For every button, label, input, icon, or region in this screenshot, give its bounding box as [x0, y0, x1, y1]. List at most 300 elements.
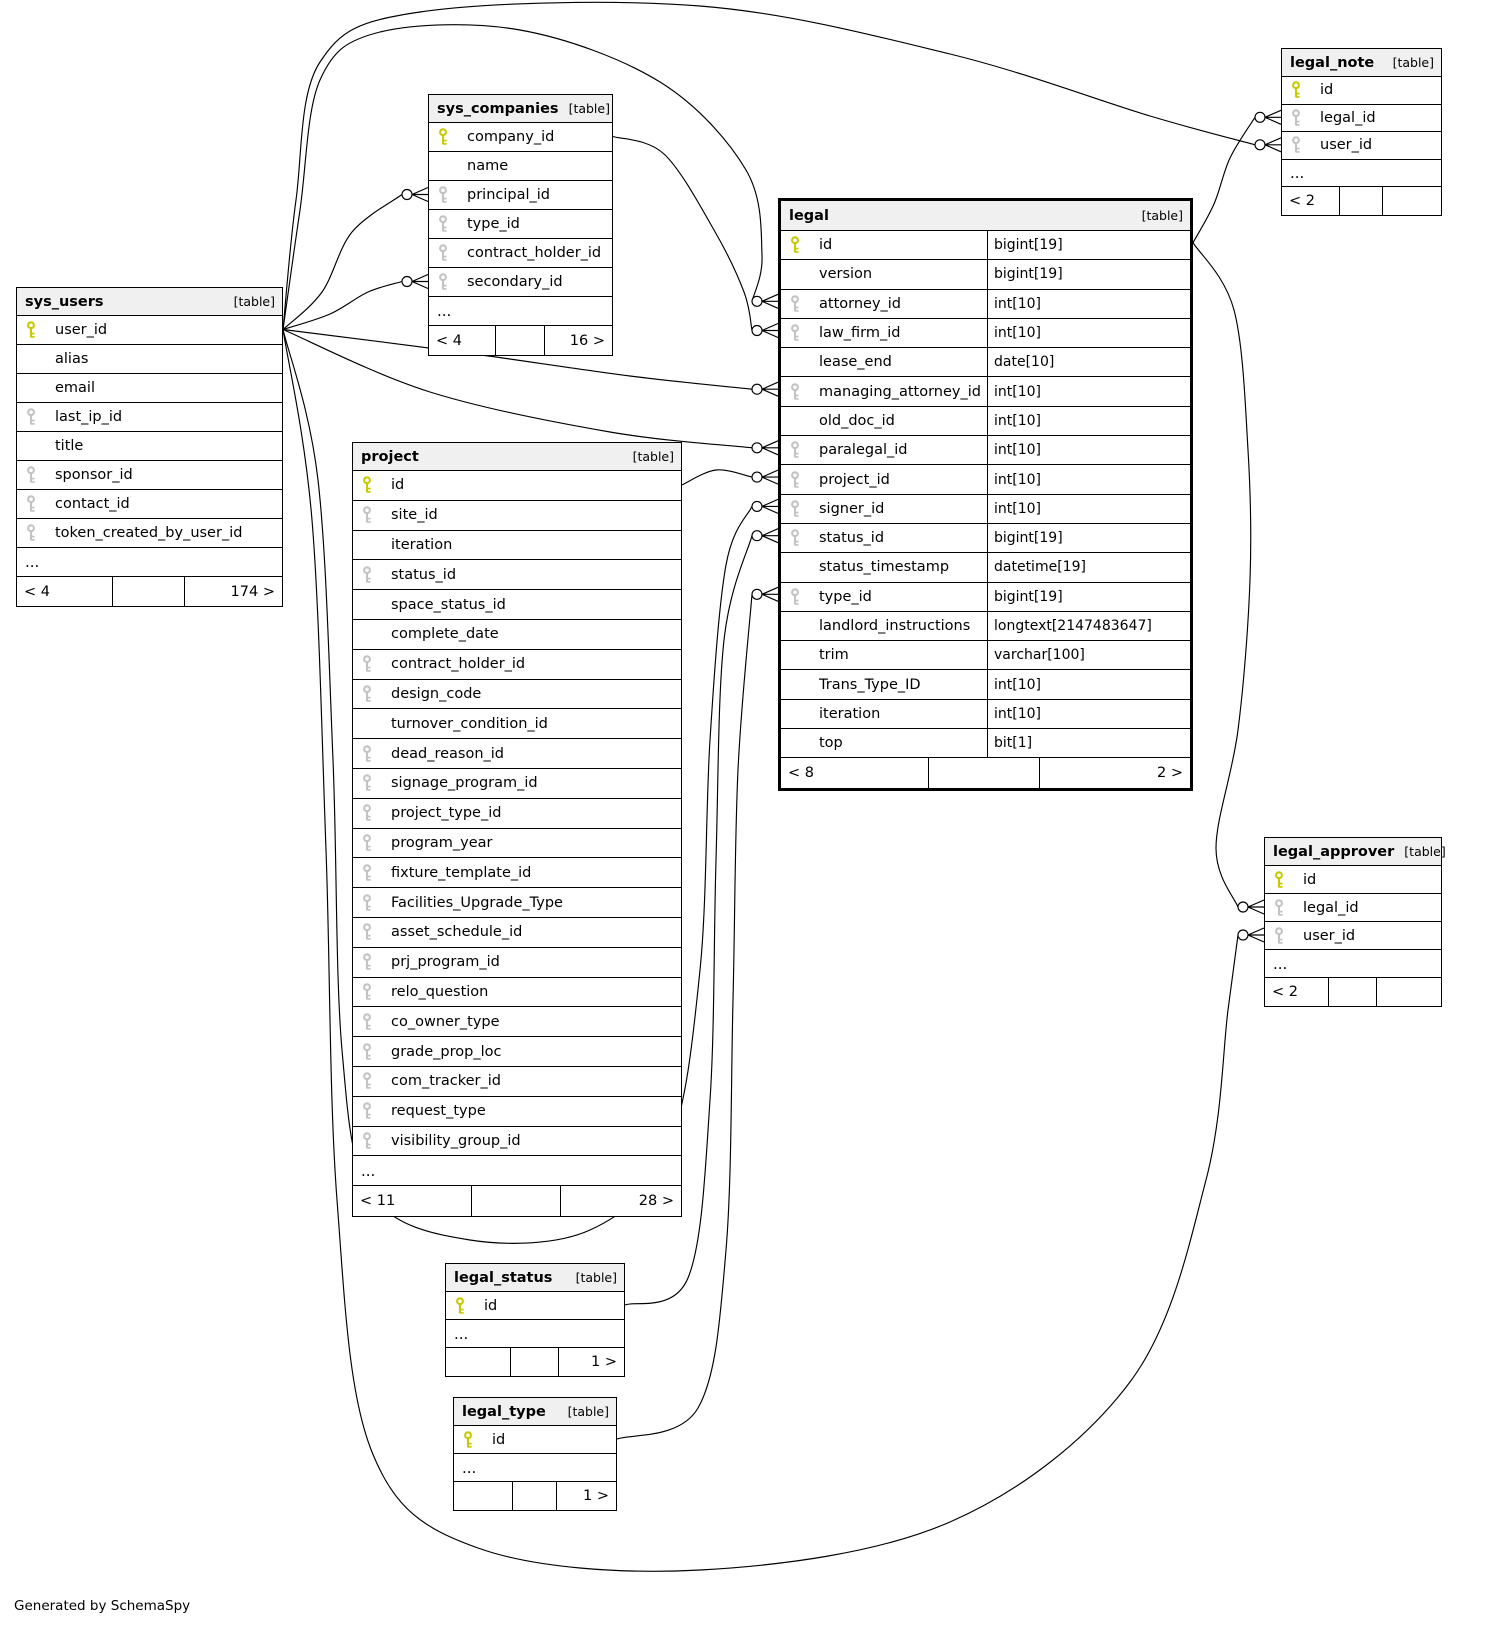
key-icon-box [353, 745, 391, 763]
foreign-key-icon [25, 524, 37, 542]
table-node-legal_approver[interactable] [1264, 837, 1446, 1007]
column-name: prj_program_id [391, 954, 500, 971]
column-type: int[10] [994, 383, 1041, 400]
column-name: version [819, 266, 873, 283]
column-row-co_owner_type [353, 1007, 681, 1037]
key-icon-box [1265, 899, 1303, 917]
column-name: design_code [391, 685, 482, 702]
footer-children-count: 2 > [1039, 758, 1190, 787]
table-tag: [table] [1392, 55, 1434, 70]
column-type: varchar[100] [994, 647, 1085, 664]
foreign-key-icon [437, 186, 449, 204]
key-icon-box [353, 1102, 391, 1120]
crowfoot-connector [1238, 900, 1264, 914]
ellipsis-label: ... [25, 553, 40, 571]
column-type: int[10] [994, 676, 1041, 693]
column-name: top [819, 735, 843, 752]
column-type-cell [987, 436, 1203, 464]
table-title: legal [789, 207, 829, 224]
foreign-key-icon [1273, 927, 1285, 945]
foreign-key-icon [361, 1013, 373, 1031]
foreign-key-icon [361, 1043, 373, 1061]
column-row-last_ip_id [17, 403, 282, 432]
ellipsis-label: ... [462, 1458, 477, 1477]
table-header [454, 1398, 616, 1426]
column-name: legal_id [1320, 109, 1376, 126]
column-row-name [429, 152, 612, 181]
column-type-cell [987, 612, 1203, 640]
primary-key-icon [454, 1297, 466, 1315]
table-title: sys_users [25, 293, 104, 310]
column-row-space_status_id [353, 590, 681, 620]
column-type-cell [987, 495, 1203, 523]
column-row-request_type [353, 1097, 681, 1127]
column-row-prj_program_id [353, 948, 681, 978]
column-type: date[10] [994, 354, 1055, 371]
key-icon-box [353, 894, 391, 912]
table-footer [454, 1482, 616, 1510]
table-header [429, 95, 612, 123]
column-type: datetime[19] [994, 559, 1086, 576]
key-icon-box [429, 244, 467, 262]
column-type-cell [987, 465, 1203, 493]
key-icon-box [17, 524, 55, 542]
column-name: principal_id [467, 187, 550, 203]
column-name: signage_program_id [391, 775, 538, 792]
column-row-Trans_Type_ID [781, 670, 1190, 699]
key-icon-box [429, 273, 467, 291]
foreign-key-icon [789, 324, 801, 342]
foreign-key-icon [789, 383, 801, 401]
table-header [446, 1264, 624, 1292]
column-name: secondary_id [467, 274, 563, 290]
ellipsis-label: ... [1273, 954, 1288, 973]
table-footer [1282, 187, 1441, 215]
column-row-legal_id [1282, 105, 1441, 133]
table-tag: [table] [568, 101, 610, 116]
key-icon-box [429, 128, 467, 146]
ellipsis-row [353, 1156, 681, 1186]
ellipsis-row [446, 1320, 624, 1348]
key-icon-box [353, 566, 391, 584]
crowfoot-connector [752, 441, 778, 455]
column-name: id [819, 237, 833, 254]
column-type: int[10] [994, 500, 1041, 517]
column-name: com_tracker_id [391, 1073, 501, 1090]
column-type-cell [987, 407, 1203, 435]
column-name: user_id [55, 322, 108, 338]
footer-spacer [112, 577, 184, 606]
column-row-top [781, 729, 1190, 758]
footer-children-count: 28 > [560, 1186, 681, 1216]
foreign-key-icon [361, 1132, 373, 1150]
column-row-type_id [429, 210, 612, 239]
key-icon-box [353, 655, 391, 673]
key-icon-box [1282, 136, 1320, 154]
table-tag: [table] [567, 1404, 609, 1419]
column-type-cell [987, 553, 1203, 581]
footer-spacer [510, 1348, 558, 1376]
column-name: contact_id [55, 496, 130, 512]
column-name: co_owner_type [391, 1013, 500, 1030]
key-icon-box [353, 923, 391, 941]
column-type-cell [987, 260, 1203, 288]
column-row-law_firm_id [781, 319, 1190, 348]
foreign-key-icon [1290, 136, 1302, 154]
column-type: longtext[2147483647] [994, 618, 1152, 634]
column-name: type_id [467, 216, 520, 232]
foreign-key-icon [361, 506, 373, 524]
column-row-status_id [781, 524, 1190, 553]
column-name: status_id [391, 566, 457, 583]
footer-spacer [1339, 187, 1382, 215]
foreign-key-icon [361, 834, 373, 852]
column-type: bigint[19] [994, 530, 1063, 547]
foreign-key-icon [361, 655, 373, 673]
key-icon-box [1282, 81, 1320, 99]
ellipsis-label: ... [454, 1324, 469, 1343]
foreign-key-icon [1290, 109, 1302, 127]
table-footer [353, 1186, 681, 1216]
column-name: company_id [467, 129, 555, 145]
column-name: last_ip_id [55, 409, 123, 425]
table-header [17, 288, 282, 316]
relationship-line [682, 470, 752, 485]
column-row-dead_reason_id [353, 739, 681, 769]
footer-spacer [471, 1186, 560, 1216]
generator-caption: Generated by SchemaSpy [14, 1598, 191, 1614]
column-row-signage_program_id [353, 769, 681, 799]
foreign-key-icon [1273, 899, 1285, 917]
table-node-sys_users[interactable] [16, 287, 283, 607]
key-icon-box [781, 324, 819, 342]
column-name: title [55, 438, 84, 454]
primary-key-icon [361, 476, 373, 494]
table-node-sys_companies[interactable] [428, 94, 613, 356]
relationship-line [283, 282, 402, 330]
foreign-key-icon [25, 495, 37, 513]
ellipsis-row [1282, 160, 1441, 188]
key-icon-box [781, 236, 819, 254]
footer-children-count: 174 > [184, 577, 282, 606]
column-name: space_status_id [391, 596, 506, 613]
column-row-asset_schedule_id [353, 918, 681, 948]
foreign-key-icon [789, 588, 801, 606]
column-row-email [17, 374, 282, 403]
column-name: alias [55, 351, 89, 367]
column-type-cell [987, 319, 1203, 347]
table-tag: [table] [632, 449, 674, 464]
column-row-iteration [353, 531, 681, 561]
column-name: id [492, 1431, 506, 1448]
column-row-lease_end [781, 348, 1190, 377]
crowfoot-connector [752, 587, 778, 601]
key-icon-box [446, 1297, 484, 1315]
column-row-site_id [353, 501, 681, 531]
foreign-key-icon [361, 804, 373, 822]
footer-children-count [1376, 978, 1441, 1006]
ellipsis-row [454, 1454, 616, 1482]
foreign-key-icon [789, 471, 801, 489]
column-name: paralegal_id [819, 442, 908, 459]
column-name: turnover_condition_id [391, 715, 548, 732]
crowfoot-connector [402, 188, 428, 202]
table-footer [1265, 978, 1441, 1006]
column-row-contract_holder_id [429, 239, 612, 268]
foreign-key-icon [361, 864, 373, 882]
column-row-id [1282, 77, 1441, 105]
primary-key-icon [437, 128, 449, 146]
footer-parents-count: < 2 [1289, 192, 1315, 209]
column-type-cell [987, 700, 1203, 728]
key-icon-box [781, 529, 819, 547]
column-type: bigint[19] [994, 237, 1063, 254]
foreign-key-icon [25, 408, 37, 426]
column-row-id [1265, 866, 1441, 894]
key-icon-box [353, 1132, 391, 1150]
column-row-project_id [781, 465, 1190, 494]
column-name: status_timestamp [819, 559, 950, 576]
column-name: program_year [391, 834, 493, 851]
key-icon-box [781, 441, 819, 459]
column-name: sponsor_id [55, 467, 133, 483]
key-icon-box [454, 1431, 492, 1449]
column-row-visibility_group_id [353, 1127, 681, 1157]
ellipsis-label: ... [1290, 163, 1305, 182]
column-name: relo_question [391, 983, 489, 1000]
primary-key-icon [25, 321, 37, 339]
crowfoot-connector [1255, 138, 1281, 152]
column-type-cell [987, 583, 1203, 611]
ellipsis-label: ... [361, 1161, 376, 1180]
column-name: Trans_Type_ID [819, 676, 921, 693]
column-name: request_type [391, 1103, 486, 1120]
column-name: token_created_by_user_id [55, 525, 243, 541]
column-name: trim [819, 647, 849, 664]
footer-parents-count [446, 1348, 510, 1376]
footer-parents-count: < 11 [360, 1193, 396, 1210]
table-header [781, 201, 1190, 231]
column-name: project_type_id [391, 805, 502, 822]
key-icon-box [781, 383, 819, 401]
crowfoot-connector [402, 275, 428, 289]
column-name: id [1303, 871, 1317, 888]
foreign-key-icon [361, 685, 373, 703]
column-row-principal_id [429, 181, 612, 210]
column-name: id [484, 1297, 498, 1314]
footer-spacer [1328, 978, 1376, 1006]
foreign-key-icon [437, 244, 449, 262]
column-type-cell [987, 670, 1203, 698]
column-name: dead_reason_id [391, 745, 505, 762]
column-row-relo_question [353, 978, 681, 1008]
footer-children-count: 1 > [556, 1482, 616, 1510]
column-row-token_created_by_user_id [17, 519, 282, 548]
crowfoot-connector [752, 499, 778, 513]
crowfoot-connector [752, 382, 778, 396]
ellipsis-row [429, 297, 612, 326]
key-icon-box [353, 804, 391, 822]
table-header [353, 443, 681, 471]
footer-children-count: 16 > [544, 326, 612, 355]
column-row-user_id [17, 316, 282, 345]
column-row-secondary_id [429, 268, 612, 297]
table-title: project [361, 448, 419, 465]
column-row-contract_holder_id [353, 650, 681, 680]
table-node-legal_note[interactable] [1281, 48, 1442, 216]
column-name: project_id [819, 471, 890, 488]
table-tag: [table] [1404, 844, 1446, 859]
table-node-legal_status[interactable] [445, 1263, 625, 1377]
table-footer [781, 758, 1190, 787]
foreign-key-icon [789, 529, 801, 547]
footer-spacer [512, 1482, 556, 1510]
column-row-old_doc_id [781, 407, 1190, 436]
column-name: signer_id [819, 500, 885, 517]
footer-parents-count: < 2 [1272, 984, 1298, 1000]
key-icon-box [781, 588, 819, 606]
key-icon-box [353, 506, 391, 524]
column-name: site_id [391, 507, 438, 524]
crowfoot-connector [1238, 928, 1264, 942]
crowfoot-connector [752, 324, 778, 338]
column-row-sponsor_id [17, 461, 282, 490]
column-name: legal_id [1303, 899, 1359, 916]
table-node-project[interactable] [352, 442, 682, 1217]
key-icon-box [353, 834, 391, 852]
column-row-managing_attorney_id [781, 377, 1190, 406]
column-row-company_id [429, 123, 612, 152]
column-type-cell [987, 231, 1203, 259]
ellipsis-row [17, 548, 282, 577]
column-name: contract_holder_id [391, 656, 526, 673]
column-row-alias [17, 345, 282, 374]
column-type-cell [987, 348, 1203, 376]
table-node-legal[interactable] [778, 198, 1193, 791]
column-name: user_id [1303, 927, 1356, 944]
key-icon-box [1282, 109, 1320, 127]
foreign-key-icon [437, 215, 449, 233]
column-type-cell [987, 377, 1203, 405]
table-title: legal_type [462, 1403, 546, 1420]
footer-parents-count: < 4 [436, 332, 462, 349]
column-row-id [446, 1292, 624, 1320]
column-name: visibility_group_id [391, 1132, 521, 1149]
ellipsis-row [1265, 950, 1441, 978]
column-row-trim [781, 641, 1190, 670]
foreign-key-icon [789, 441, 801, 459]
column-type: int[10] [994, 295, 1041, 312]
column-type: int[10] [994, 412, 1041, 429]
column-name: lease_end [819, 354, 892, 371]
column-row-title [17, 432, 282, 461]
column-row-attorney_id [781, 290, 1190, 319]
crowfoot-connector [752, 529, 778, 543]
table-footer [446, 1348, 624, 1376]
foreign-key-icon [361, 1072, 373, 1090]
column-name: old_doc_id [819, 412, 895, 429]
column-row-signer_id [781, 495, 1190, 524]
column-row-paralegal_id [781, 436, 1190, 465]
key-icon-box [781, 471, 819, 489]
table-node-legal_type[interactable] [453, 1397, 617, 1511]
column-type: int[10] [994, 471, 1041, 488]
column-name: managing_attorney_id [819, 383, 981, 400]
key-icon-box [353, 1043, 391, 1061]
column-row-project_type_id [353, 799, 681, 829]
column-type: int[10] [994, 325, 1041, 342]
column-row-contact_id [17, 490, 282, 519]
table-title: legal_note [1290, 54, 1375, 71]
key-icon-box [353, 953, 391, 971]
key-icon-box [353, 1013, 391, 1031]
column-row-version [781, 260, 1190, 289]
foreign-key-icon [361, 894, 373, 912]
table-tag: [table] [233, 294, 275, 309]
foreign-key-icon [789, 500, 801, 518]
relationship-line [283, 195, 402, 330]
column-type: bit[1] [994, 735, 1033, 752]
key-icon-box [429, 215, 467, 233]
foreign-key-icon [361, 566, 373, 584]
column-name: id [1320, 82, 1334, 99]
column-row-type_id [781, 583, 1190, 612]
primary-key-icon [1273, 871, 1285, 889]
foreign-key-icon [789, 295, 801, 313]
footer-spacer [495, 326, 544, 355]
footer-parents-count: < 4 [24, 583, 50, 600]
foreign-key-icon [361, 983, 373, 1001]
table-header [1282, 49, 1441, 77]
column-name: status_id [819, 530, 885, 547]
table-footer [17, 577, 282, 606]
foreign-key-icon [437, 273, 449, 291]
primary-key-icon [462, 1431, 474, 1449]
column-name: iteration [391, 536, 453, 553]
key-icon-box [17, 495, 55, 513]
column-row-landlord_instructions [781, 612, 1190, 641]
table-title: legal_status [454, 1269, 553, 1286]
column-row-grade_prop_loc [353, 1037, 681, 1067]
column-name: user_id [1320, 137, 1373, 154]
column-row-legal_id [1265, 894, 1441, 922]
primary-key-icon [1290, 81, 1302, 99]
column-name: type_id [819, 588, 872, 605]
key-icon-box [429, 186, 467, 204]
footer-children-count: 1 > [558, 1348, 624, 1376]
column-row-com_tracker_id [353, 1067, 681, 1097]
column-type: int[10] [994, 705, 1041, 722]
key-icon-box [17, 321, 55, 339]
key-icon-box [17, 408, 55, 426]
column-name: landlord_instructions [819, 618, 971, 634]
key-icon-box [1265, 927, 1303, 945]
table-header [1265, 838, 1446, 866]
key-icon-box [1265, 871, 1303, 889]
column-name: iteration [819, 705, 881, 722]
key-icon-box [353, 685, 391, 703]
column-name: grade_prop_loc [391, 1043, 502, 1060]
column-row-id [353, 471, 681, 501]
footer-parents-count: < 8 [788, 764, 814, 781]
column-row-design_code [353, 680, 681, 710]
column-row-program_year [353, 829, 681, 859]
foreign-key-icon [361, 923, 373, 941]
column-row-iteration [781, 700, 1190, 729]
key-icon-box [353, 476, 391, 494]
key-icon-box [353, 774, 391, 792]
column-name: id [391, 477, 405, 494]
